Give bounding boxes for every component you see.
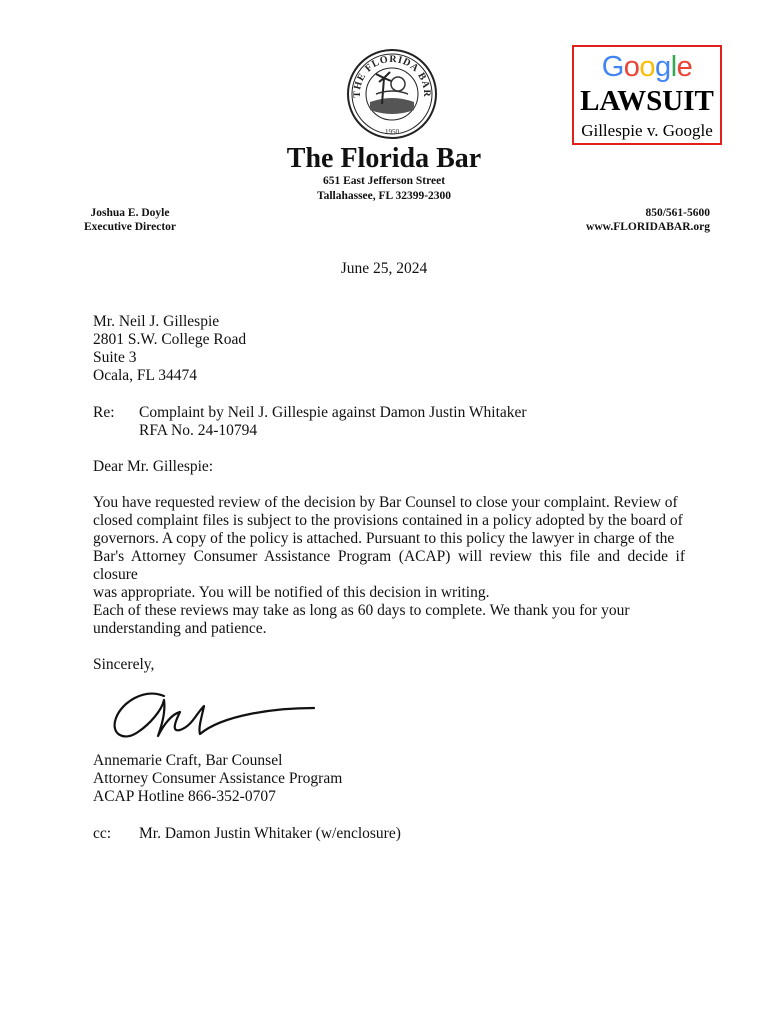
body-paragraph-1 xyxy=(93,494,685,602)
brand-letter: g xyxy=(655,51,671,83)
phone-number: 850/561-5600 xyxy=(645,207,710,219)
director-title: Executive Director xyxy=(83,221,177,233)
brand-letter: G xyxy=(601,51,624,83)
paragraph-line: governors. A copy of the policy is attached. Pursuant to this policy the lawyer in charge of the xyxy=(93,530,675,547)
stamp-title: LAWSUIT xyxy=(580,85,714,117)
florida-bar-seal xyxy=(346,44,438,140)
seal-text: THE FLORIDA BAR xyxy=(351,53,433,98)
address-city: Tallahassee, FL 32399-2300 xyxy=(316,190,452,202)
brand-letter: o xyxy=(623,51,640,83)
re-subject: Complaint by Neil J. Gillespie against Damon Justin Whitaker xyxy=(139,404,527,421)
org-name: The Florida Bar xyxy=(286,143,482,174)
lawsuit-stamp xyxy=(572,45,722,145)
recipient-line: Ocala, FL 34474 xyxy=(93,367,198,384)
cc-recipient: Mr. Damon Justin Whitaker (w/enclosure) xyxy=(139,825,401,842)
recipient-line: Suite 3 xyxy=(93,349,137,366)
paragraph-line: understanding and patience. xyxy=(93,620,267,637)
google-wordmark xyxy=(574,49,720,85)
re-label: Re: xyxy=(93,404,115,421)
brand-letter: l xyxy=(670,51,677,83)
letter-date: June 25, 2024 xyxy=(340,260,428,277)
recipient-line: 2801 S.W. College Road xyxy=(93,331,247,348)
brand-letter: e xyxy=(676,51,693,83)
cc-label: cc: xyxy=(93,825,112,842)
paragraph-line: You have requested review of the decision by Bar Counsel to close your complaint. Review of xyxy=(93,494,678,511)
paragraph-line: closed complaint files is subject to the provisions contained in a policy adopted by the board of xyxy=(93,512,683,529)
salutation: Dear Mr. Gillespie: xyxy=(93,458,214,475)
seal-year: 1950 xyxy=(385,128,399,136)
paragraph-line: Bar's Attorney Consumer Assistance Program (ACAP) will review this file and decide if closure xyxy=(93,548,685,583)
rfa-number: RFA No. 24-10794 xyxy=(139,422,258,439)
paragraph-line: Each of these reviews may take as long as 60 days to complete. We thank you for your xyxy=(93,602,630,619)
recipient-line: Mr. Neil J. Gillespie xyxy=(93,313,220,330)
signer-program: Attorney Consumer Assistance Program xyxy=(93,770,343,787)
director-name: Joshua E. Doyle xyxy=(90,207,170,219)
paragraph-line: was appropriate. You will be notified of this decision in writing. xyxy=(93,584,490,601)
brand-letter: o xyxy=(639,51,656,83)
handwritten-signature xyxy=(100,684,330,754)
website-link[interactable]: www.FLORIDABAR.org xyxy=(586,221,710,233)
signer-name: Annemarie Craft, Bar Counsel xyxy=(93,752,283,769)
stamp-subtitle: Gillespie v. Google xyxy=(581,121,713,140)
signer-hotline: ACAP Hotline 866-352-0707 xyxy=(93,788,276,805)
body-paragraph-2 xyxy=(93,602,685,638)
closing: Sincerely, xyxy=(93,656,155,673)
address-street: 651 East Jefferson Street xyxy=(322,175,446,187)
